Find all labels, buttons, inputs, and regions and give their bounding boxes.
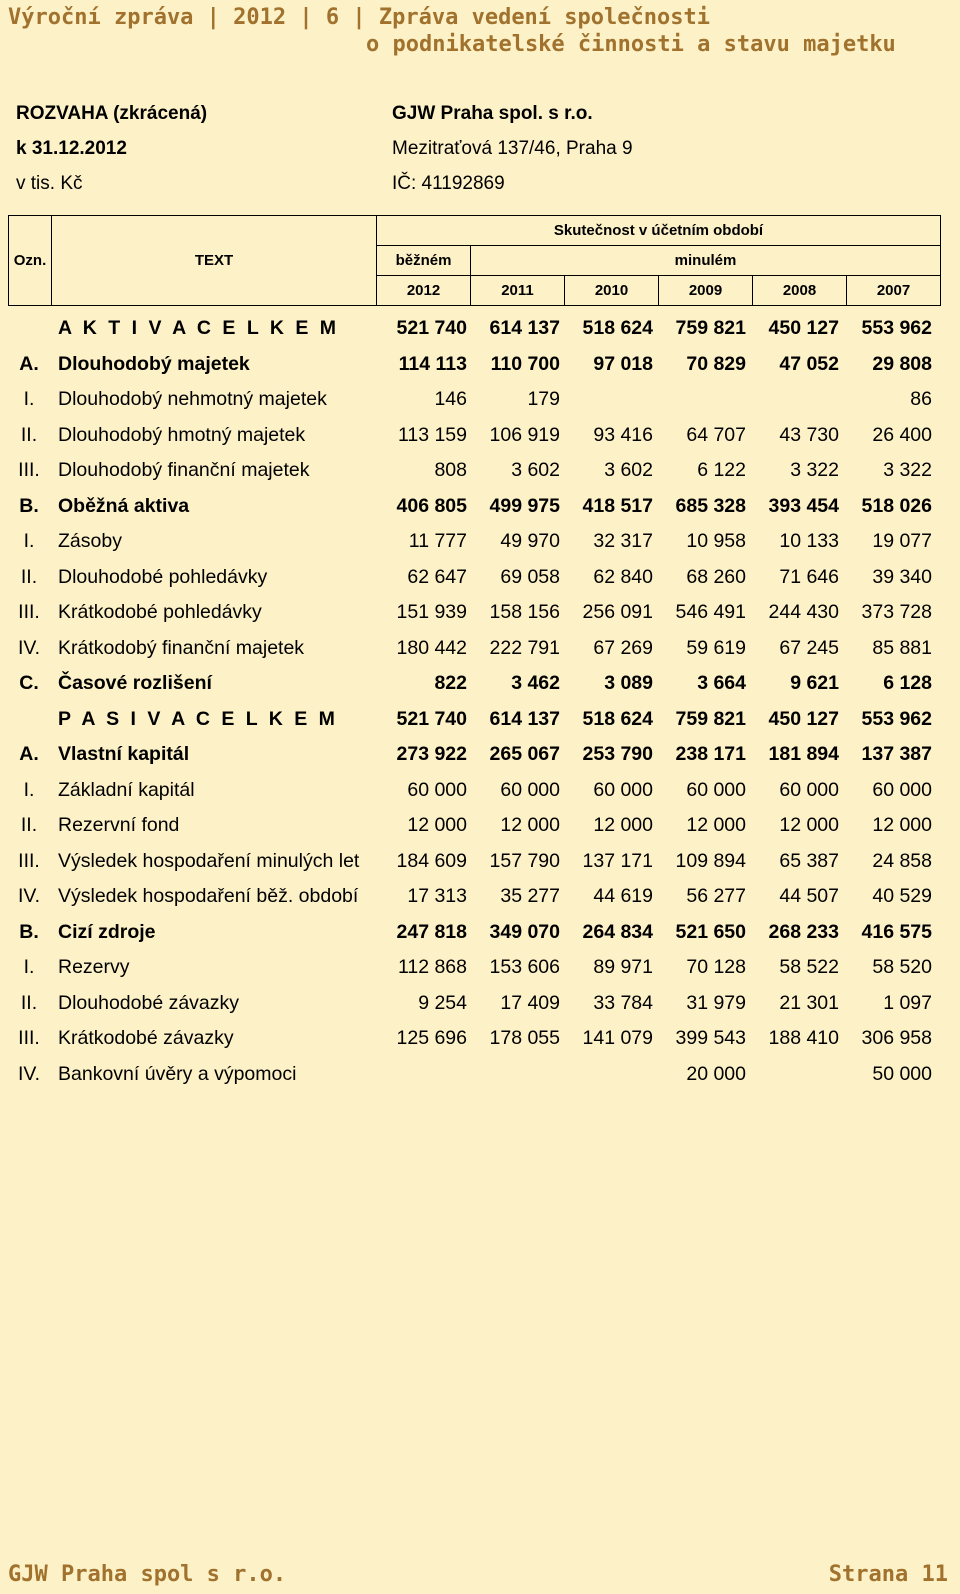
report-date: k 31.12.2012 — [16, 138, 127, 159]
value-cell: 188 410 — [768, 1027, 839, 1050]
value-cell: 222 791 — [489, 636, 560, 659]
value-cell: 151 939 — [396, 601, 467, 624]
row-code: II. — [20, 991, 38, 1014]
col-text: TEXT — [52, 216, 377, 306]
row-label: Bankovní úvěry a výpomoci — [58, 1062, 297, 1085]
value-cell: 49 970 — [500, 530, 560, 553]
current-heading: běžném — [377, 246, 471, 276]
row-label: Dlouhodobé závazky — [58, 991, 240, 1014]
row-code: A. — [19, 352, 39, 375]
value-cell: 112 868 — [397, 956, 467, 979]
value-cell: 265 067 — [489, 743, 560, 766]
table-row — [8, 666, 940, 702]
row-code: III. — [18, 459, 40, 482]
table-row — [8, 489, 940, 525]
value-cell: 58 520 — [872, 956, 932, 979]
year-heading: 2010 — [565, 276, 659, 306]
value-cell: 349 070 — [489, 920, 560, 943]
table-row — [8, 737, 940, 773]
row-label: Dlouhodobý majetek — [58, 352, 250, 375]
company-name: GJW Praha spol. s r.o. — [392, 103, 593, 124]
value-cell: 71 646 — [779, 565, 839, 588]
value-cell: 9 254 — [418, 991, 467, 1014]
value-cell: 3 602 — [511, 459, 560, 482]
value-cell: 546 491 — [675, 601, 746, 624]
row-code: III. — [18, 849, 40, 872]
value-cell: 44 619 — [593, 885, 653, 908]
value-cell: 12 000 — [407, 814, 467, 837]
value-cell: 31 979 — [686, 991, 746, 1014]
table-header — [8, 215, 941, 306]
period-heading: Skutečnost v účetním období — [377, 216, 941, 246]
table-row — [8, 311, 940, 347]
value-cell: 1 097 — [883, 991, 932, 1014]
report-info — [16, 96, 207, 201]
value-cell: 450 127 — [768, 707, 839, 730]
value-cell: 521 650 — [675, 920, 746, 943]
row-code: B. — [19, 494, 39, 517]
value-cell: 306 958 — [861, 1027, 932, 1050]
value-cell: 106 919 — [489, 423, 560, 446]
table-row — [8, 631, 940, 667]
row-code: III. — [18, 601, 40, 624]
company-info — [392, 96, 633, 201]
value-cell: 44 507 — [779, 885, 839, 908]
row-code: III. — [18, 1027, 40, 1050]
value-cell: 6 128 — [883, 672, 932, 695]
value-cell: 3 462 — [511, 672, 560, 695]
value-cell — [839, 1063, 847, 1085]
value-cell — [839, 388, 847, 410]
row-label: A K T I V A C E L K E M — [58, 317, 339, 340]
value-cell: 553 962 — [861, 317, 932, 340]
value-cell: 521 740 — [396, 707, 467, 730]
value-cell: 759 821 — [675, 317, 746, 340]
row-label: Výsledek hospodaření běž. období — [58, 885, 359, 908]
row-label: Oběžná aktiva — [58, 494, 190, 517]
value-cell: 822 — [434, 672, 467, 695]
value-cell: 35 277 — [500, 885, 560, 908]
value-cell: 50 000 — [872, 1062, 932, 1085]
value-cell: 12 000 — [779, 814, 839, 837]
row-label: Výsledek hospodaření minulých let — [58, 849, 360, 872]
table-row — [8, 844, 940, 880]
report-title: ROZVAHA (zkrácená) — [16, 103, 208, 124]
value-cell: 39 340 — [872, 565, 932, 588]
value-cell: 244 430 — [768, 601, 839, 624]
table-row — [8, 418, 940, 454]
value-cell: 685 328 — [675, 494, 746, 517]
value-cell: 247 818 — [396, 920, 467, 943]
row-code — [8, 311, 50, 347]
value-cell: 521 740 — [396, 317, 467, 340]
value-cell — [467, 1063, 475, 1085]
value-cell: 3 602 — [604, 459, 653, 482]
value-cell: 273 922 — [396, 743, 467, 766]
page-footer — [8, 1562, 948, 1587]
report-units: v tis. Kč — [16, 173, 83, 194]
value-cell: 17 409 — [500, 991, 560, 1014]
company-address: Mezitraťová 137/46, Praha 9 — [392, 138, 633, 159]
year-heading: 2011 — [471, 276, 565, 306]
value-cell: 40 529 — [872, 885, 932, 908]
value-cell: 179 — [527, 388, 560, 411]
value-cell: 157 790 — [489, 849, 560, 872]
value-cell: 553 962 — [861, 707, 932, 730]
value-cell: 43 730 — [779, 423, 839, 446]
value-cell: 60 000 — [872, 778, 932, 801]
value-cell: 137 171 — [582, 849, 653, 872]
value-cell: 60 000 — [686, 778, 746, 801]
row-code: IV. — [17, 636, 41, 659]
value-cell: 70 128 — [686, 956, 746, 979]
table-row — [8, 1057, 940, 1093]
value-cell: 89 971 — [593, 956, 653, 979]
header-line-1: Výroční zpráva | 2012 | 6 | Zpráva vedení společnosti — [8, 5, 710, 30]
value-cell: 12 000 — [686, 814, 746, 837]
value-cell: 59 619 — [686, 636, 746, 659]
value-cell: 3 322 — [883, 459, 932, 482]
table-row — [8, 915, 940, 951]
value-cell: 47 052 — [779, 352, 839, 375]
value-cell: 10 958 — [686, 530, 746, 553]
value-cell: 24 858 — [872, 849, 932, 872]
row-label: Časové rozlišení — [58, 672, 212, 695]
row-code — [8, 702, 50, 738]
table-row — [8, 347, 940, 383]
row-label: Vlastní kapitál — [58, 743, 190, 766]
value-cell: 416 575 — [861, 920, 932, 943]
row-label: Krátkodobý finanční majetek — [58, 636, 305, 659]
value-cell — [653, 1063, 661, 1085]
row-code: II. — [20, 814, 38, 837]
row-label: Zásoby — [58, 530, 122, 553]
value-cell: 238 171 — [675, 743, 746, 766]
row-code: IV. — [17, 885, 41, 908]
value-cell: 141 079 — [582, 1027, 653, 1050]
table-row — [8, 453, 940, 489]
value-cell: 58 522 — [779, 956, 839, 979]
value-cell: 518 624 — [582, 707, 653, 730]
value-cell — [653, 388, 661, 410]
value-cell: 21 301 — [779, 991, 839, 1014]
value-cell: 29 808 — [872, 352, 932, 375]
footer-company: GJW Praha spol s r.o. — [8, 1562, 287, 1587]
year-heading: 2007 — [847, 276, 941, 306]
table-row — [8, 1021, 940, 1057]
row-label: Krátkodobé závazky — [58, 1027, 234, 1050]
value-cell: 64 707 — [686, 423, 746, 446]
row-label: Rezervy — [58, 956, 130, 979]
value-cell: 56 277 — [686, 885, 746, 908]
table-row — [8, 382, 940, 418]
value-cell: 178 055 — [489, 1027, 560, 1050]
previous-heading: minulém — [471, 246, 941, 276]
row-label: Krátkodobé pohledávky — [58, 601, 262, 624]
balance-table — [8, 311, 940, 1092]
row-code: B. — [19, 920, 39, 943]
value-cell: 93 416 — [593, 423, 653, 446]
value-cell: 85 881 — [872, 636, 932, 659]
table-row — [8, 595, 940, 631]
table-row — [8, 524, 940, 560]
row-label: Rezervní fond — [58, 814, 180, 837]
value-cell: 68 260 — [686, 565, 746, 588]
value-cell: 33 784 — [593, 991, 653, 1014]
value-cell: 153 606 — [489, 956, 560, 979]
header-line-2: o podnikatelské činnosti a stavu majetku — [366, 32, 896, 57]
value-cell: 158 156 — [489, 601, 560, 624]
table-row — [8, 986, 940, 1022]
table-row — [8, 879, 940, 915]
value-cell: 97 018 — [593, 352, 653, 375]
value-cell: 9 621 — [790, 672, 839, 695]
row-code: I. — [23, 778, 35, 801]
value-cell: 6 122 — [697, 459, 746, 482]
value-cell: 253 790 — [582, 743, 653, 766]
value-cell: 184 609 — [396, 849, 467, 872]
value-cell: 256 091 — [582, 601, 653, 624]
value-cell: 137 387 — [861, 743, 932, 766]
value-cell: 3 089 — [604, 672, 653, 695]
value-cell: 67 269 — [593, 636, 653, 659]
value-cell: 759 821 — [675, 707, 746, 730]
value-cell: 268 233 — [768, 920, 839, 943]
table-row — [8, 702, 940, 738]
table-row — [8, 560, 940, 596]
table-row — [8, 773, 940, 809]
value-cell: 399 543 — [675, 1027, 746, 1050]
value-cell: 418 517 — [582, 494, 653, 517]
value-cell — [560, 1063, 568, 1085]
value-cell: 125 696 — [396, 1027, 467, 1050]
value-cell: 65 387 — [779, 849, 839, 872]
value-cell: 26 400 — [872, 423, 932, 446]
row-code: A. — [19, 743, 39, 766]
value-cell: 518 026 — [861, 494, 932, 517]
row-code: II. — [20, 565, 38, 588]
value-cell: 614 137 — [489, 707, 560, 730]
value-cell: 11 777 — [408, 530, 467, 553]
value-cell: 264 834 — [582, 920, 653, 943]
value-cell: 393 454 — [768, 494, 839, 517]
value-cell: 518 624 — [582, 317, 653, 340]
value-cell: 113 159 — [397, 423, 467, 446]
value-cell: 70 829 — [686, 352, 746, 375]
year-heading: 2008 — [753, 276, 847, 306]
table-row — [8, 808, 940, 844]
value-cell: 60 000 — [593, 778, 653, 801]
value-cell: 614 137 — [489, 317, 560, 340]
row-label: Dlouhodobý nehmotný majetek — [58, 388, 327, 411]
row-code: I. — [23, 388, 35, 411]
value-cell: 32 317 — [593, 530, 653, 553]
row-code: II. — [20, 423, 38, 446]
row-label: Dlouhodobé pohledávky — [58, 565, 268, 588]
year-heading: 2009 — [659, 276, 753, 306]
year-heading: 2012 — [377, 276, 471, 306]
value-cell: 499 975 — [489, 494, 560, 517]
page-header — [8, 4, 896, 58]
value-cell: 110 700 — [490, 352, 560, 375]
value-cell: 808 — [434, 459, 467, 482]
row-code: IV. — [17, 1062, 41, 1085]
row-code: I. — [23, 956, 35, 979]
value-cell: 406 805 — [396, 494, 467, 517]
value-cell: 12 000 — [872, 814, 932, 837]
value-cell: 17 313 — [407, 885, 467, 908]
row-label: Cizí zdroje — [58, 920, 156, 943]
value-cell: 20 000 — [686, 1062, 746, 1085]
value-cell: 109 894 — [675, 849, 746, 872]
page-number: Strana 11 — [828, 1562, 948, 1587]
value-cell: 60 000 — [407, 778, 467, 801]
value-cell: 69 058 — [500, 565, 560, 588]
col-ozn: Ozn. — [9, 216, 52, 306]
row-label: Dlouhodobý finanční majetek — [58, 459, 310, 482]
value-cell: 181 894 — [768, 743, 839, 766]
row-code: C. — [19, 672, 39, 695]
value-cell: 3 322 — [790, 459, 839, 482]
value-cell: 3 664 — [697, 672, 746, 695]
row-label: Základní kapitál — [58, 778, 195, 801]
value-cell — [746, 388, 754, 410]
value-cell: 62 647 — [407, 565, 467, 588]
value-cell: 86 — [910, 388, 932, 411]
row-label: P A S I V A C E L K E M — [58, 707, 338, 730]
value-cell: 12 000 — [500, 814, 560, 837]
company-ico: IČ: 41192869 — [392, 173, 505, 194]
value-cell: 450 127 — [768, 317, 839, 340]
value-cell: 373 728 — [861, 601, 932, 624]
value-cell: 19 077 — [872, 530, 932, 553]
table-row — [8, 950, 940, 986]
value-cell: 60 000 — [779, 778, 839, 801]
value-cell: 62 840 — [593, 565, 653, 588]
value-cell: 180 442 — [396, 636, 467, 659]
value-cell: 114 113 — [398, 352, 467, 375]
value-cell: 67 245 — [779, 636, 839, 659]
value-cell: 12 000 — [593, 814, 653, 837]
row-code: I. — [23, 530, 35, 553]
value-cell: 60 000 — [500, 778, 560, 801]
row-label: Dlouhodobý hmotný majetek — [58, 423, 306, 446]
value-cell: 146 — [434, 388, 467, 411]
value-cell: 10 133 — [779, 530, 839, 553]
